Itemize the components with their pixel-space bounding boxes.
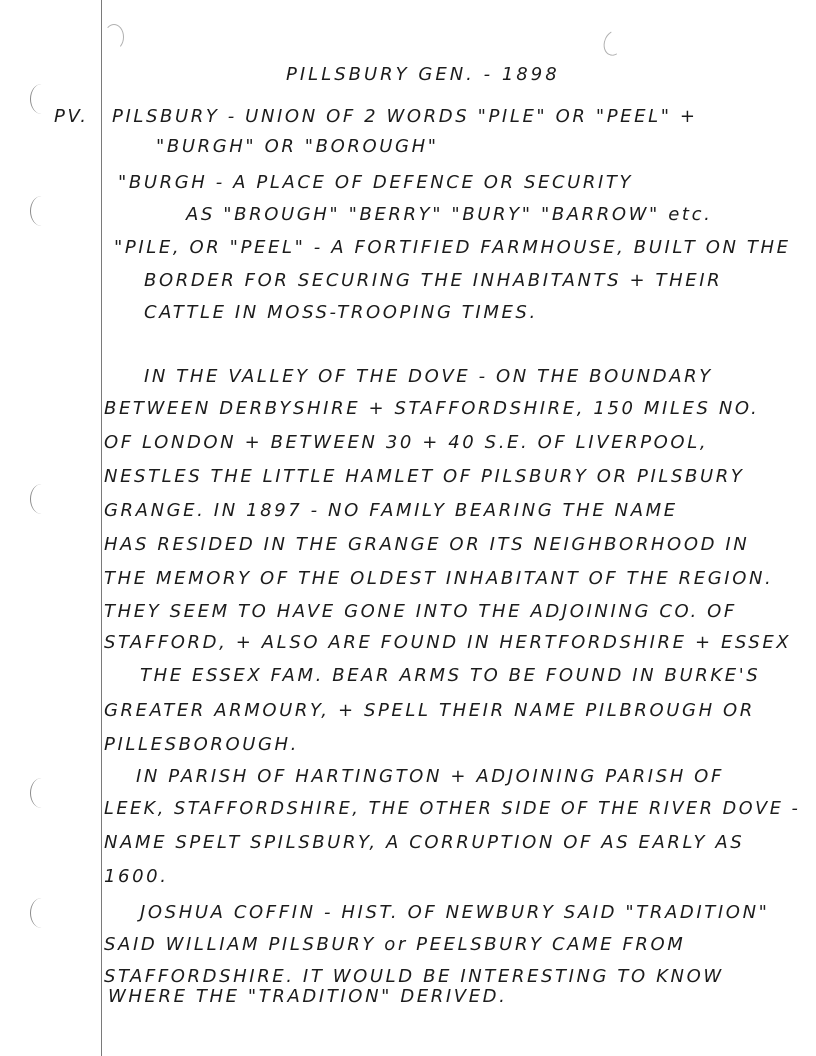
paper-mark xyxy=(600,27,628,58)
text-line: CATTLE IN MOSS-TROOPING TIMES. xyxy=(144,302,538,323)
text-line: "PILE, OR "PEEL" - A FORTIFIED FARMHOUSE, BUILT ON THE xyxy=(114,237,791,258)
text-line: IN PARISH OF HARTINGTON + ADJOINING PARISH OF xyxy=(136,766,724,787)
text-line: BORDER FOR SECURING THE INHABITANTS + THEIR xyxy=(144,270,723,291)
paper-mark xyxy=(104,24,124,50)
punch-hole-mark xyxy=(30,84,53,114)
text-line: THE MEMORY OF THE OLDEST INHABITANT OF THE REGION. xyxy=(104,568,774,589)
text-line: HAS RESIDED IN THE GRANGE OR ITS NEIGHBORHOOD IN xyxy=(104,534,750,555)
text-line: WHERE THE "TRADITION" DERIVED. xyxy=(108,986,508,1007)
margin-note: PV. xyxy=(54,106,89,127)
punch-hole-mark xyxy=(30,778,53,808)
text-line: JOSHUA COFFIN - HIST. OF NEWBURY SAID "TRADITION" xyxy=(140,902,770,923)
text-line: GRANGE. IN 1897 - NO FAMILY BEARING THE NAME xyxy=(104,500,678,521)
text-line: "BURGH - A PLACE OF DEFENCE OR SECURITY xyxy=(118,172,634,193)
text-line: "BURGH" OR "BOROUGH" xyxy=(156,136,439,157)
text-line: THE ESSEX FAM. BEAR ARMS TO BE FOUND IN BURKE'S xyxy=(140,665,761,686)
text-line: SAID WILLIAM PILSBURY or PEELSBURY CAME FROM xyxy=(104,934,686,955)
text-line: IN THE VALLEY OF THE DOVE - ON THE BOUNDARY xyxy=(144,366,713,387)
text-line: GREATER ARMOURY, + SPELL THEIR NAME PILBROUGH OR xyxy=(104,700,755,721)
text-line: PILLESBOROUGH. xyxy=(104,734,299,755)
text-line: AS "BROUGH" "BERRY" "BURY" "BARROW" etc. xyxy=(186,204,713,225)
text-line: PILSBURY - UNION OF 2 WORDS "PILE" OR "PEEL" + xyxy=(112,106,698,127)
punch-hole-mark xyxy=(30,196,53,226)
text-line: NAME SPELT SPILSBURY, A CORRUPTION OF AS EARLY AS xyxy=(104,832,745,853)
text-line: NESTLES THE LITTLE HAMLET OF PILSBURY OR PILSBURY xyxy=(104,466,745,487)
text-line: THEY SEEM TO HAVE GONE INTO THE ADJOINING CO. OF xyxy=(104,601,737,622)
text-line: BETWEEN DERBYSHIRE + STAFFORDSHIRE, 150 MILES NO. xyxy=(104,398,760,419)
text-line: OF LONDON + BETWEEN 30 + 40 S.E. OF LIVERPOOL, xyxy=(104,432,709,453)
page-title: PILLSBURY GEN. - 1898 xyxy=(286,64,560,85)
text-line: 1600. xyxy=(104,866,169,887)
punch-hole-mark xyxy=(30,898,53,928)
text-line: STAFFORDSHIRE. IT WOULD BE INTERESTING TO KNOW xyxy=(104,966,724,987)
text-line: STAFFORD, + ALSO ARE FOUND IN HERTFORDSHIRE + ESSEX xyxy=(104,632,792,653)
margin-rule xyxy=(101,0,102,1056)
punch-hole-mark xyxy=(30,484,53,514)
text-line: LEEK, STAFFORDSHIRE, THE OTHER SIDE OF THE RIVER DOVE - xyxy=(104,798,801,819)
